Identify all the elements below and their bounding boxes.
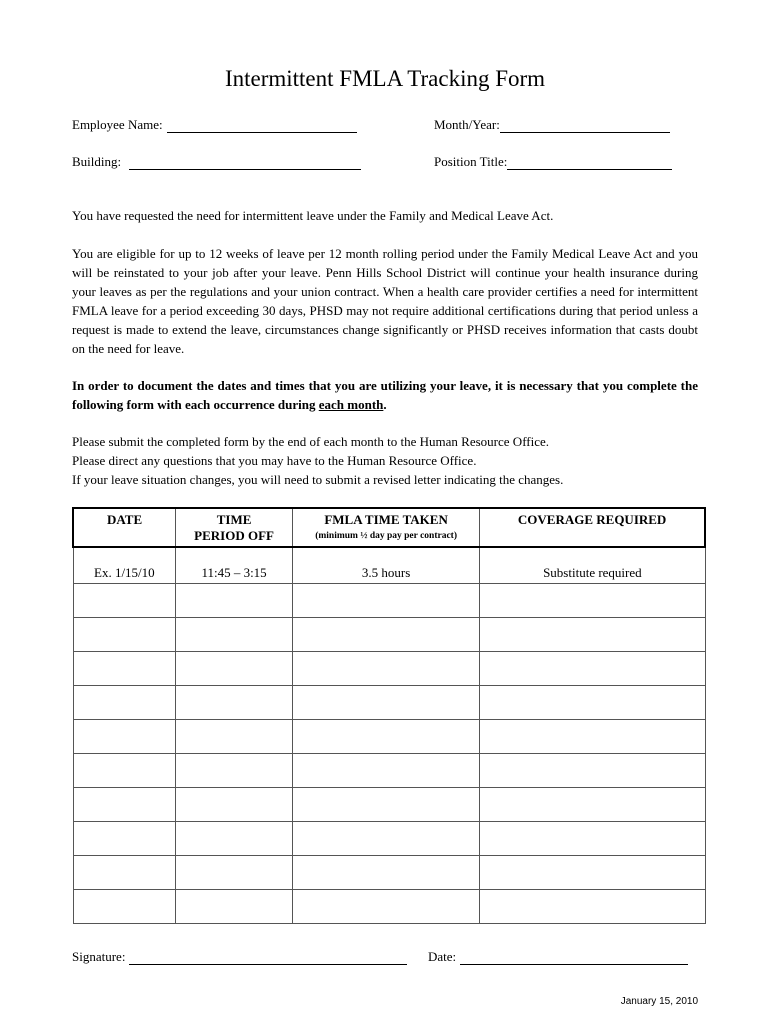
cell-coverage[interactable] xyxy=(480,754,705,788)
example-time-period: 11:45 – 3:15 xyxy=(176,547,293,584)
header-fmla-time xyxy=(292,508,479,547)
cell-time-period[interactable] xyxy=(176,584,293,618)
example-fmla-time: 3.5 hours xyxy=(292,547,479,584)
building-input[interactable] xyxy=(129,157,361,170)
cell-fmla-time[interactable] xyxy=(292,754,479,788)
example-date: Ex. 1/15/10 xyxy=(73,547,176,584)
date-field[interactable] xyxy=(428,949,688,965)
eligibility-paragraph: You are eligible for up to 12 weeks of leave per 12 month rolling period under the Family Medical Leave Act and you will be reinstated to your job after your leave. Penn Hills School District will continue your health insurance during your leaves as per the regulations and your union contract. When a health care provider certifies a need for intermittent FMLA leave for a period exceeding 30 days, PHSD may not require additional certifications during that period unless a request is made to extend the leave, circumstances change significantly or PHSD receives information that casts doubt on the need for leave. xyxy=(72,246,698,356)
cell-coverage[interactable] xyxy=(480,720,705,754)
employee-name-input[interactable] xyxy=(167,120,357,133)
table-row xyxy=(73,822,705,856)
cell-date[interactable] xyxy=(73,822,176,856)
table-row xyxy=(73,720,705,754)
cell-time-period[interactable] xyxy=(176,652,293,686)
questions-line: Please direct any questions that you may have to the Human Resource Office. xyxy=(72,453,477,468)
cell-coverage[interactable] xyxy=(480,788,705,822)
building-field[interactable] xyxy=(72,154,361,170)
table-row xyxy=(73,652,705,686)
cell-fmla-time[interactable] xyxy=(292,788,479,822)
cell-time-period[interactable] xyxy=(176,754,293,788)
cell-fmla-time[interactable] xyxy=(292,652,479,686)
cell-date[interactable] xyxy=(73,618,176,652)
signature-label: Signature: xyxy=(72,949,126,964)
cell-time-period[interactable] xyxy=(176,618,293,652)
cell-fmla-time[interactable] xyxy=(292,720,479,754)
signature-field[interactable] xyxy=(72,949,407,965)
header-fmla-time-label: FMLA TIME TAKEN xyxy=(324,512,448,527)
cell-coverage[interactable] xyxy=(480,822,705,856)
intro-paragraph: You have requested the need for intermittent leave under the Family and Medical Leave Act. xyxy=(72,208,554,223)
cell-date[interactable] xyxy=(73,652,176,686)
month-year-label: Month/Year: xyxy=(434,117,500,132)
cell-date[interactable] xyxy=(73,584,176,618)
cell-coverage[interactable] xyxy=(480,686,705,720)
position-title-input[interactable] xyxy=(507,157,672,170)
cell-fmla-time[interactable] xyxy=(292,618,479,652)
cell-date[interactable] xyxy=(73,720,176,754)
cell-fmla-time[interactable] xyxy=(292,856,479,890)
changes-line: If your leave situation changes, you will need to submit a revised letter indicating the changes. xyxy=(72,472,564,487)
position-title-label: Position Title: xyxy=(434,154,508,169)
building-label: Building: xyxy=(72,154,122,169)
month-year-input[interactable] xyxy=(500,120,670,133)
cell-fmla-time[interactable] xyxy=(292,686,479,720)
cell-fmla-time[interactable] xyxy=(292,584,479,618)
cell-date[interactable] xyxy=(73,890,176,924)
header-time-period: TIME PERIOD OFF xyxy=(176,508,293,547)
submission-line: Please submit the completed form by the end of each month to the Human Resource Office. xyxy=(72,434,550,449)
leave-tracking-table xyxy=(72,507,706,924)
cell-fmla-time[interactable] xyxy=(292,890,479,924)
cell-date[interactable] xyxy=(73,788,176,822)
cell-fmla-time[interactable] xyxy=(292,822,479,856)
table-row xyxy=(73,788,705,822)
instruction-paragraph xyxy=(72,376,698,414)
submission-paragraph xyxy=(72,432,698,489)
table-header-row xyxy=(73,508,705,547)
instruction-end: . xyxy=(383,397,387,412)
cell-coverage[interactable] xyxy=(480,618,705,652)
month-year-field[interactable] xyxy=(434,117,670,133)
form-title: Intermittent FMLA Tracking Form xyxy=(224,66,546,91)
header-coverage: COVERAGE REQUIRED xyxy=(480,508,705,547)
cell-coverage[interactable] xyxy=(480,856,705,890)
instruction-text: In order to document the dates and times that you are utilizing your leave, it is necessary that you complete the following form with each occurrence during xyxy=(72,378,698,412)
position-title-field[interactable] xyxy=(434,154,672,170)
table-row xyxy=(73,856,705,890)
cell-coverage[interactable] xyxy=(480,584,705,618)
cell-coverage[interactable] xyxy=(480,890,705,924)
header-fmla-note: (minimum ½ day pay per contract) xyxy=(315,531,457,541)
cell-date[interactable] xyxy=(73,856,176,890)
cell-time-period[interactable] xyxy=(176,788,293,822)
header-date: DATE xyxy=(73,508,176,547)
cell-time-period[interactable] xyxy=(176,822,293,856)
cell-coverage[interactable] xyxy=(480,652,705,686)
table-row xyxy=(73,890,705,924)
signature-input[interactable] xyxy=(129,952,407,965)
cell-time-period[interactable] xyxy=(176,856,293,890)
cell-time-period[interactable] xyxy=(176,890,293,924)
example-row xyxy=(73,547,705,584)
cell-date[interactable] xyxy=(73,754,176,788)
table-row xyxy=(73,618,705,652)
table-row xyxy=(73,584,705,618)
employee-name-field[interactable] xyxy=(72,117,357,133)
employee-name-label: Employee Name: xyxy=(72,117,163,132)
table-row xyxy=(73,754,705,788)
cell-time-period[interactable] xyxy=(176,686,293,720)
cell-date[interactable] xyxy=(73,686,176,720)
footer-date: January 15, 2010 xyxy=(620,996,698,1007)
date-input[interactable] xyxy=(460,952,688,965)
date-label: Date: xyxy=(428,949,457,964)
example-coverage: Substitute required xyxy=(480,547,705,584)
instruction-emphasis: each month xyxy=(318,397,384,412)
table-row xyxy=(73,686,705,720)
cell-time-period[interactable] xyxy=(176,720,293,754)
